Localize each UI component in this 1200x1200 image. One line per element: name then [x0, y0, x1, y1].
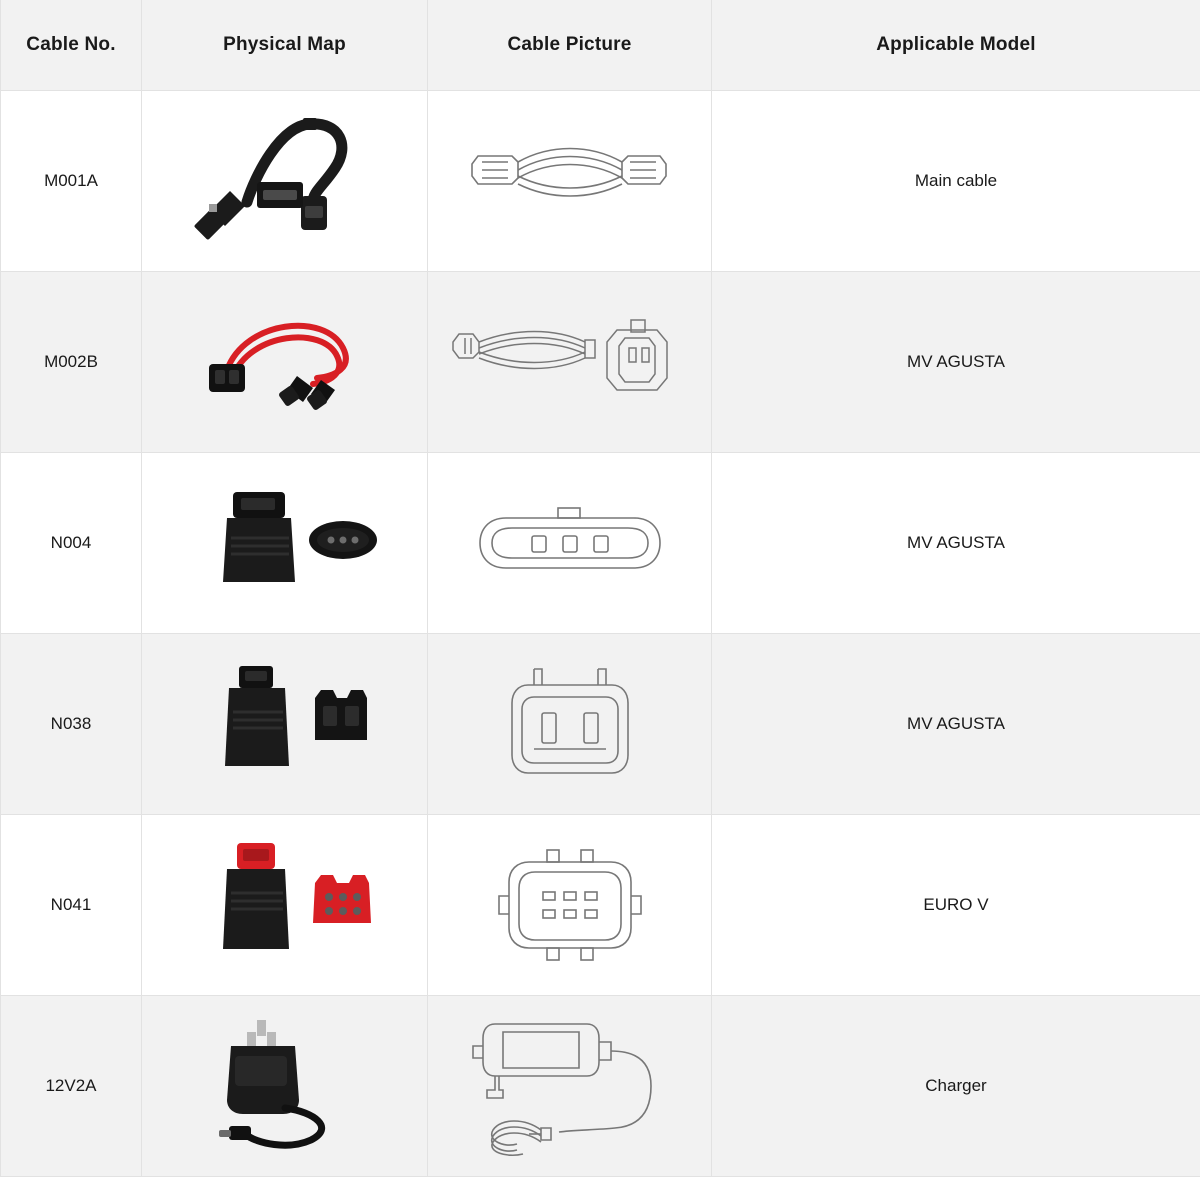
red-battery-clip-cable-photo-icon — [185, 302, 385, 422]
column-header-physical-map: Physical Map — [142, 0, 428, 91]
cell-cable-picture — [428, 272, 712, 453]
table-body — [1, 91, 1200, 1177]
column-header-cable-no: Cable No. — [1, 0, 142, 91]
applicable-model-value: Main cable — [914, 171, 998, 190]
black-adapter-and-red-6pin-connector-photo-icon — [185, 835, 385, 975]
cell-physical-map — [142, 815, 428, 996]
wall-charger-line-drawing-icon — [455, 1006, 685, 1166]
table-row — [1, 996, 1200, 1177]
applicable-model-value: Charger — [925, 1076, 987, 1095]
cell-physical-map — [142, 272, 428, 453]
black-adapter-and-square-connector-photo-icon — [185, 654, 385, 794]
cell-applicable-model — [712, 91, 1200, 272]
cell-cable-no — [1, 815, 142, 996]
applicable-model-value: MV AGUSTA — [907, 714, 1005, 733]
cell-physical-map — [142, 453, 428, 634]
cell-physical-map — [142, 996, 428, 1177]
6pin-connector-line-drawing-icon — [485, 840, 655, 970]
applicable-model-value: EURO V — [923, 895, 989, 914]
cell-cable-picture — [428, 453, 712, 634]
applicable-model-value: MV AGUSTA — [907, 352, 1005, 371]
obd-main-cable-line-drawing-icon — [460, 126, 680, 236]
table-row — [1, 815, 1200, 996]
cell-applicable-model — [712, 996, 1200, 1177]
cable-no-value: N038 — [50, 714, 92, 733]
column-header-cable-picture: Cable Picture — [428, 0, 712, 91]
cell-applicable-model — [712, 634, 1200, 815]
battery-cable-and-connector-line-drawing-icon — [445, 312, 695, 412]
cell-cable-picture — [428, 996, 712, 1177]
cell-applicable-model — [712, 453, 1200, 634]
cell-applicable-model — [712, 815, 1200, 996]
cable-no-value: N004 — [50, 533, 92, 552]
cell-cable-picture — [428, 815, 712, 996]
cell-applicable-model — [712, 272, 1200, 453]
header-row — [1, 0, 1200, 91]
cable-no-value: M002B — [44, 352, 98, 371]
table-row — [1, 91, 1200, 272]
cable-no-value: M001A — [44, 171, 98, 190]
square-4pin-connector-line-drawing-icon — [490, 659, 650, 789]
cable-no-value: N041 — [50, 895, 92, 914]
obd-main-cable-photo-icon — [185, 106, 385, 256]
column-header-applicable-model: Applicable Model — [712, 0, 1200, 91]
cell-cable-picture — [428, 634, 712, 815]
table-header — [1, 0, 1200, 91]
cable-no-value: 12V2A — [45, 1076, 97, 1095]
table-row — [1, 272, 1200, 453]
cell-cable-no — [1, 634, 142, 815]
cell-physical-map — [142, 91, 428, 272]
table-row — [1, 453, 1200, 634]
cell-cable-no — [1, 91, 142, 272]
black-adapter-and-3pin-oval-connector-photo-icon — [185, 478, 385, 608]
3pin-oval-connector-line-drawing-icon — [470, 488, 670, 598]
cell-cable-no — [1, 453, 142, 634]
cell-cable-no — [1, 272, 142, 453]
table-row — [1, 634, 1200, 815]
cell-physical-map — [142, 634, 428, 815]
cell-cable-no — [1, 996, 142, 1177]
wall-charger-photo-icon — [185, 1016, 385, 1156]
cell-cable-picture — [428, 91, 712, 272]
applicable-model-value: MV AGUSTA — [907, 533, 1005, 552]
